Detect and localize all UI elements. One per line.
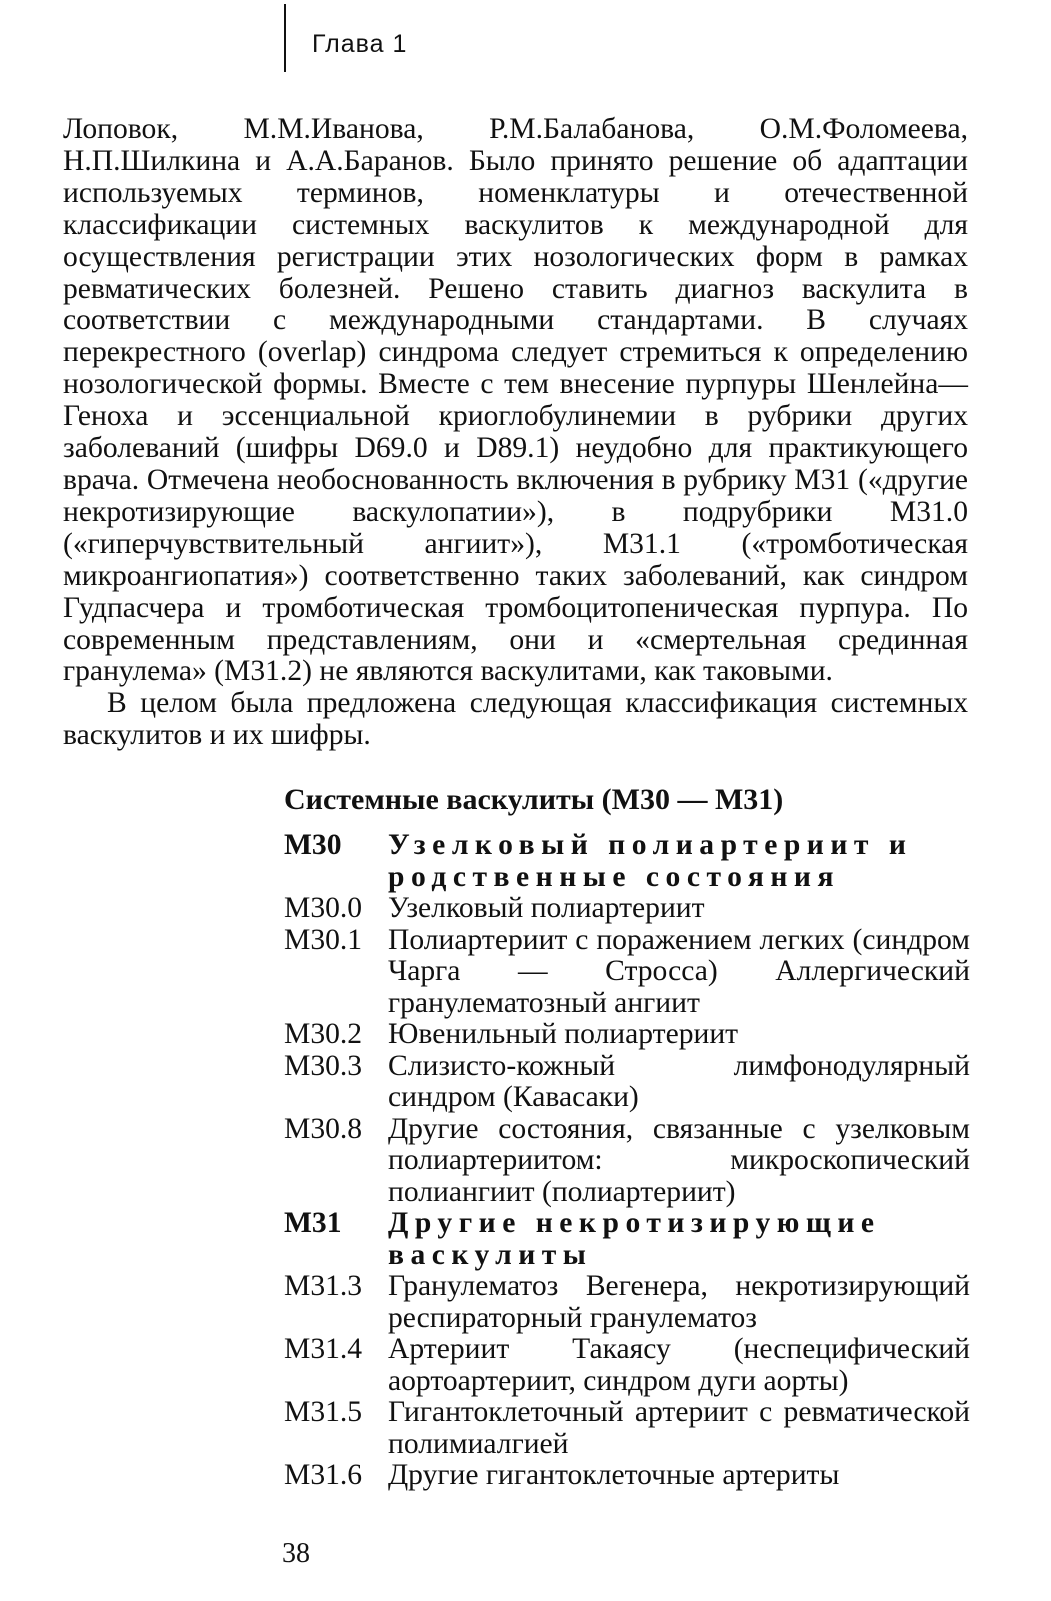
classification-description: Другие некротизирующие васкулиты: [388, 1207, 881, 1271]
classification-row: [284, 1051, 970, 1114]
classification-description: Полиартериит с поражением легких (синдром Чарга — Стросса) Аллергический гранулематозный ангиит: [388, 923, 970, 1019]
classification-description: Артериит Такаясу (неспецифический аортоартериит, синдром дуги аорты): [388, 1333, 970, 1397]
chapter-label: Глава 1: [312, 30, 408, 58]
classification-code: М30.3: [284, 1049, 363, 1082]
classification-row: [284, 1397, 970, 1460]
classification-code: М30.1: [284, 923, 363, 956]
classification-code: М31.5: [284, 1396, 363, 1428]
classification-code: М30.8: [284, 1112, 363, 1145]
classification-row: [284, 1460, 970, 1492]
classification-row: [284, 1019, 970, 1051]
classification-description: Узелковый полиартериит: [388, 892, 705, 924]
classification-list: [284, 782, 970, 1492]
classification-code: М30: [284, 829, 342, 861]
running-header: [284, 4, 407, 72]
paragraph: Лоповок, М.М.Иванова, Р.М.Балабанова, О.М.Фоломеева, Н.П.Шилкина и А.А.Баранов. Было принято решение об адаптации используемых терминов, номенклатуры и отечественной классификации системных васкулитов к международной для осуществления регистрации этих нозологических форм в рамках ревматических болезней. Решено ставить диагноз васкулита в соответствии с международными стандартами. В случаях перекрестного (overlap) синдрома следует стремиться к определению нозологической формы. Вместе с тем внесение пурпуры Шенлейна—Геноха и эссенциальной криоглобулинемии в рубрики других заболеваний (шифры D69.0 и D89.1) неудобно для практикующего врача. Отмечена необоснованность включения в рубрику М31 («другие некротизирующие васкулопатии»), в подрубрики М31.0 («гиперчувствительный ангиит»), М31.1 («тромботическая микроангиопатия») соответственно таких заболеваний, как синдром Гудпасчера и тромботическая тромбоцитопеническая пурпура. По современным представлениям, они и «смертельная срединная гранулема» (М31.2) не являются васкулитами, как таковыми.: [63, 113, 968, 688]
classification-description: Узелковый полиартериит и родственные состояния: [388, 829, 913, 893]
classification-code: М30.0: [284, 892, 363, 924]
classification-row: [284, 1114, 970, 1209]
classification-code: М31: [284, 1207, 342, 1239]
classification-row: [284, 1334, 970, 1397]
classification-description: Другие состояния, связанные с узелковым полиартериитом: микроскопический полиангиит (полиартериит): [388, 1112, 970, 1208]
classification-code: М30.2: [284, 1018, 363, 1050]
classification-description: Гранулематоз Вегенера, некротизирующий респираторный гранулематоз: [388, 1270, 970, 1334]
classification-row: [284, 925, 970, 1020]
classification-code: М31.3: [284, 1270, 363, 1302]
classification-description: Ювенильный полиартериит: [388, 1018, 739, 1050]
classification-description: Гигантоклеточный артериит с ревматической полимиалгией: [388, 1396, 970, 1460]
classification-description: Другие гигантоклеточные артериты: [388, 1459, 840, 1491]
page-number: 38: [282, 1538, 310, 1569]
paragraph: В целом была предложена следующая классификация системных васкулитов и их шифры.: [63, 687, 968, 752]
classification-code: М31.6: [284, 1459, 363, 1491]
classification-group-row: [284, 1208, 970, 1271]
classification-group-row: [284, 830, 970, 893]
classification-row: [284, 1271, 970, 1334]
classification-row: [284, 893, 970, 925]
classification-code: М31.4: [284, 1333, 363, 1365]
classification-title: Системные васкулиты (М30 — М31): [284, 783, 784, 816]
classification-description: Слизисто-кожный лимфонодулярный синдром (Кавасаки): [388, 1049, 970, 1113]
body-text: [63, 114, 968, 752]
